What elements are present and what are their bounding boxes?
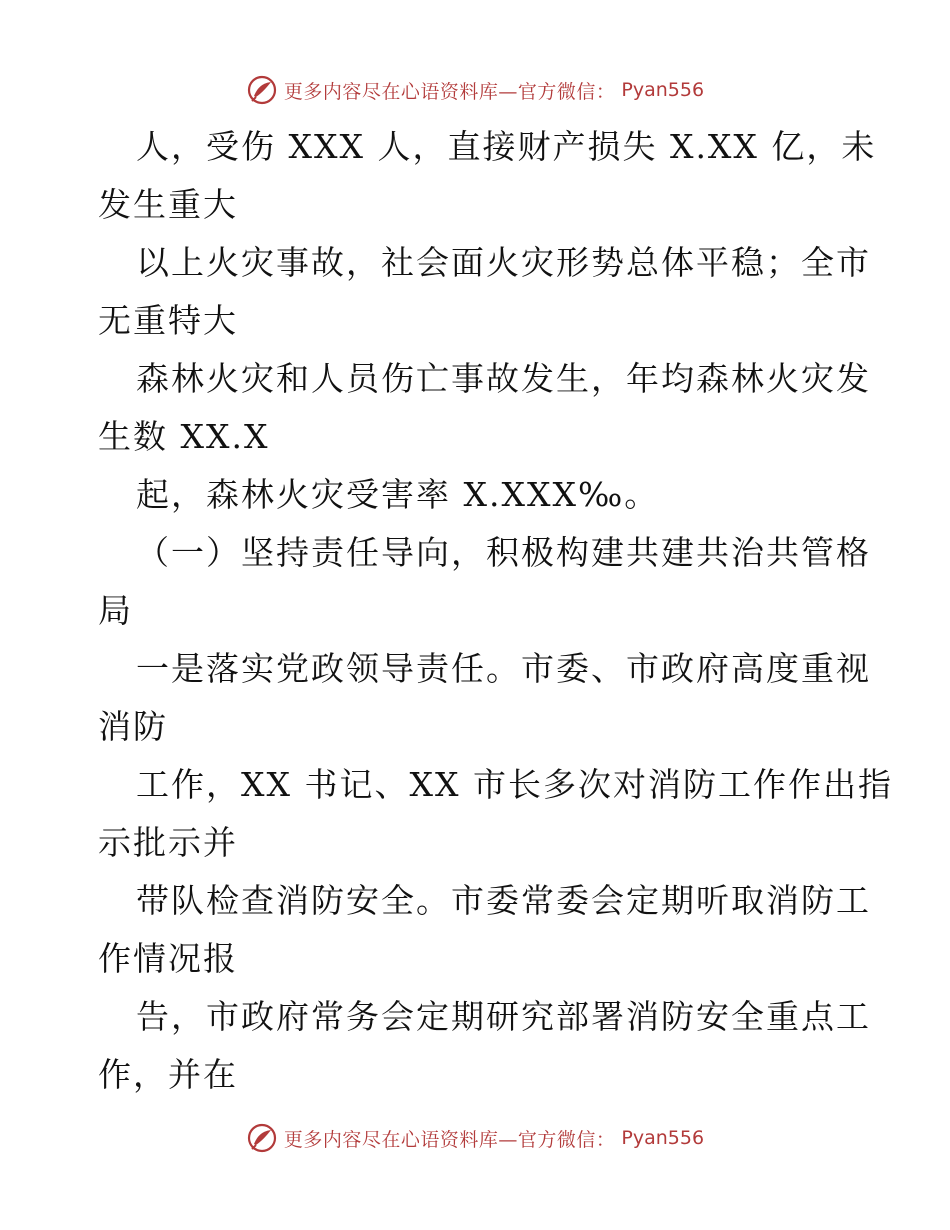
text-line: 发生重大 [98,185,238,224]
text-line: 示批示并 [98,823,238,862]
text-line: 生数 XX.X [98,417,270,456]
header-watermark-id: Pyan556 [621,79,705,101]
brand-logo-icon [246,1122,278,1154]
text-line: 起，森林火灾受害率 X.XXX‰。 [136,475,660,514]
section-heading-line: 局 [98,591,133,630]
text-line: 作情况报 [98,939,238,978]
text-line: 作，并在 [98,1055,238,1094]
text-line: 以上火灾事故，社会面火灾形势总体平稳；全市 [136,243,871,282]
footer-watermark-text: 更多内容尽在心语资料库—官方微信： [283,1128,616,1151]
text-line: 工作，XX 书记、XX 市长多次对消防工作作出指 [136,765,893,804]
brand-logo-icon [246,74,278,106]
text-line: 人，受伤 XXX 人，直接财产损失 X.XX 亿，未 [136,127,877,166]
footer-watermark-id: Pyan556 [621,1127,705,1149]
document-body [98,118,893,1104]
footer-watermark-banner [0,1118,950,1158]
text-line: 告，市政府常务会定期研究部署消防安全重点工 [136,997,871,1036]
section-heading-line: （一）坚持责任导向，积极构建共建共治共管格 [136,533,871,572]
text-line: 一是落实党政领导责任。市委、市政府高度重视 [136,649,871,688]
text-line: 森林火灾和人员伤亡事故发生，年均森林火灾发 [136,359,871,398]
text-line: 无重特大 [98,301,238,340]
text-line: 消防 [98,707,168,746]
text-line: 带队检查消防安全。市委常委会定期听取消防工 [136,881,871,920]
header-watermark-text: 更多内容尽在心语资料库—官方微信： [283,80,616,103]
header-watermark-banner [0,70,950,110]
